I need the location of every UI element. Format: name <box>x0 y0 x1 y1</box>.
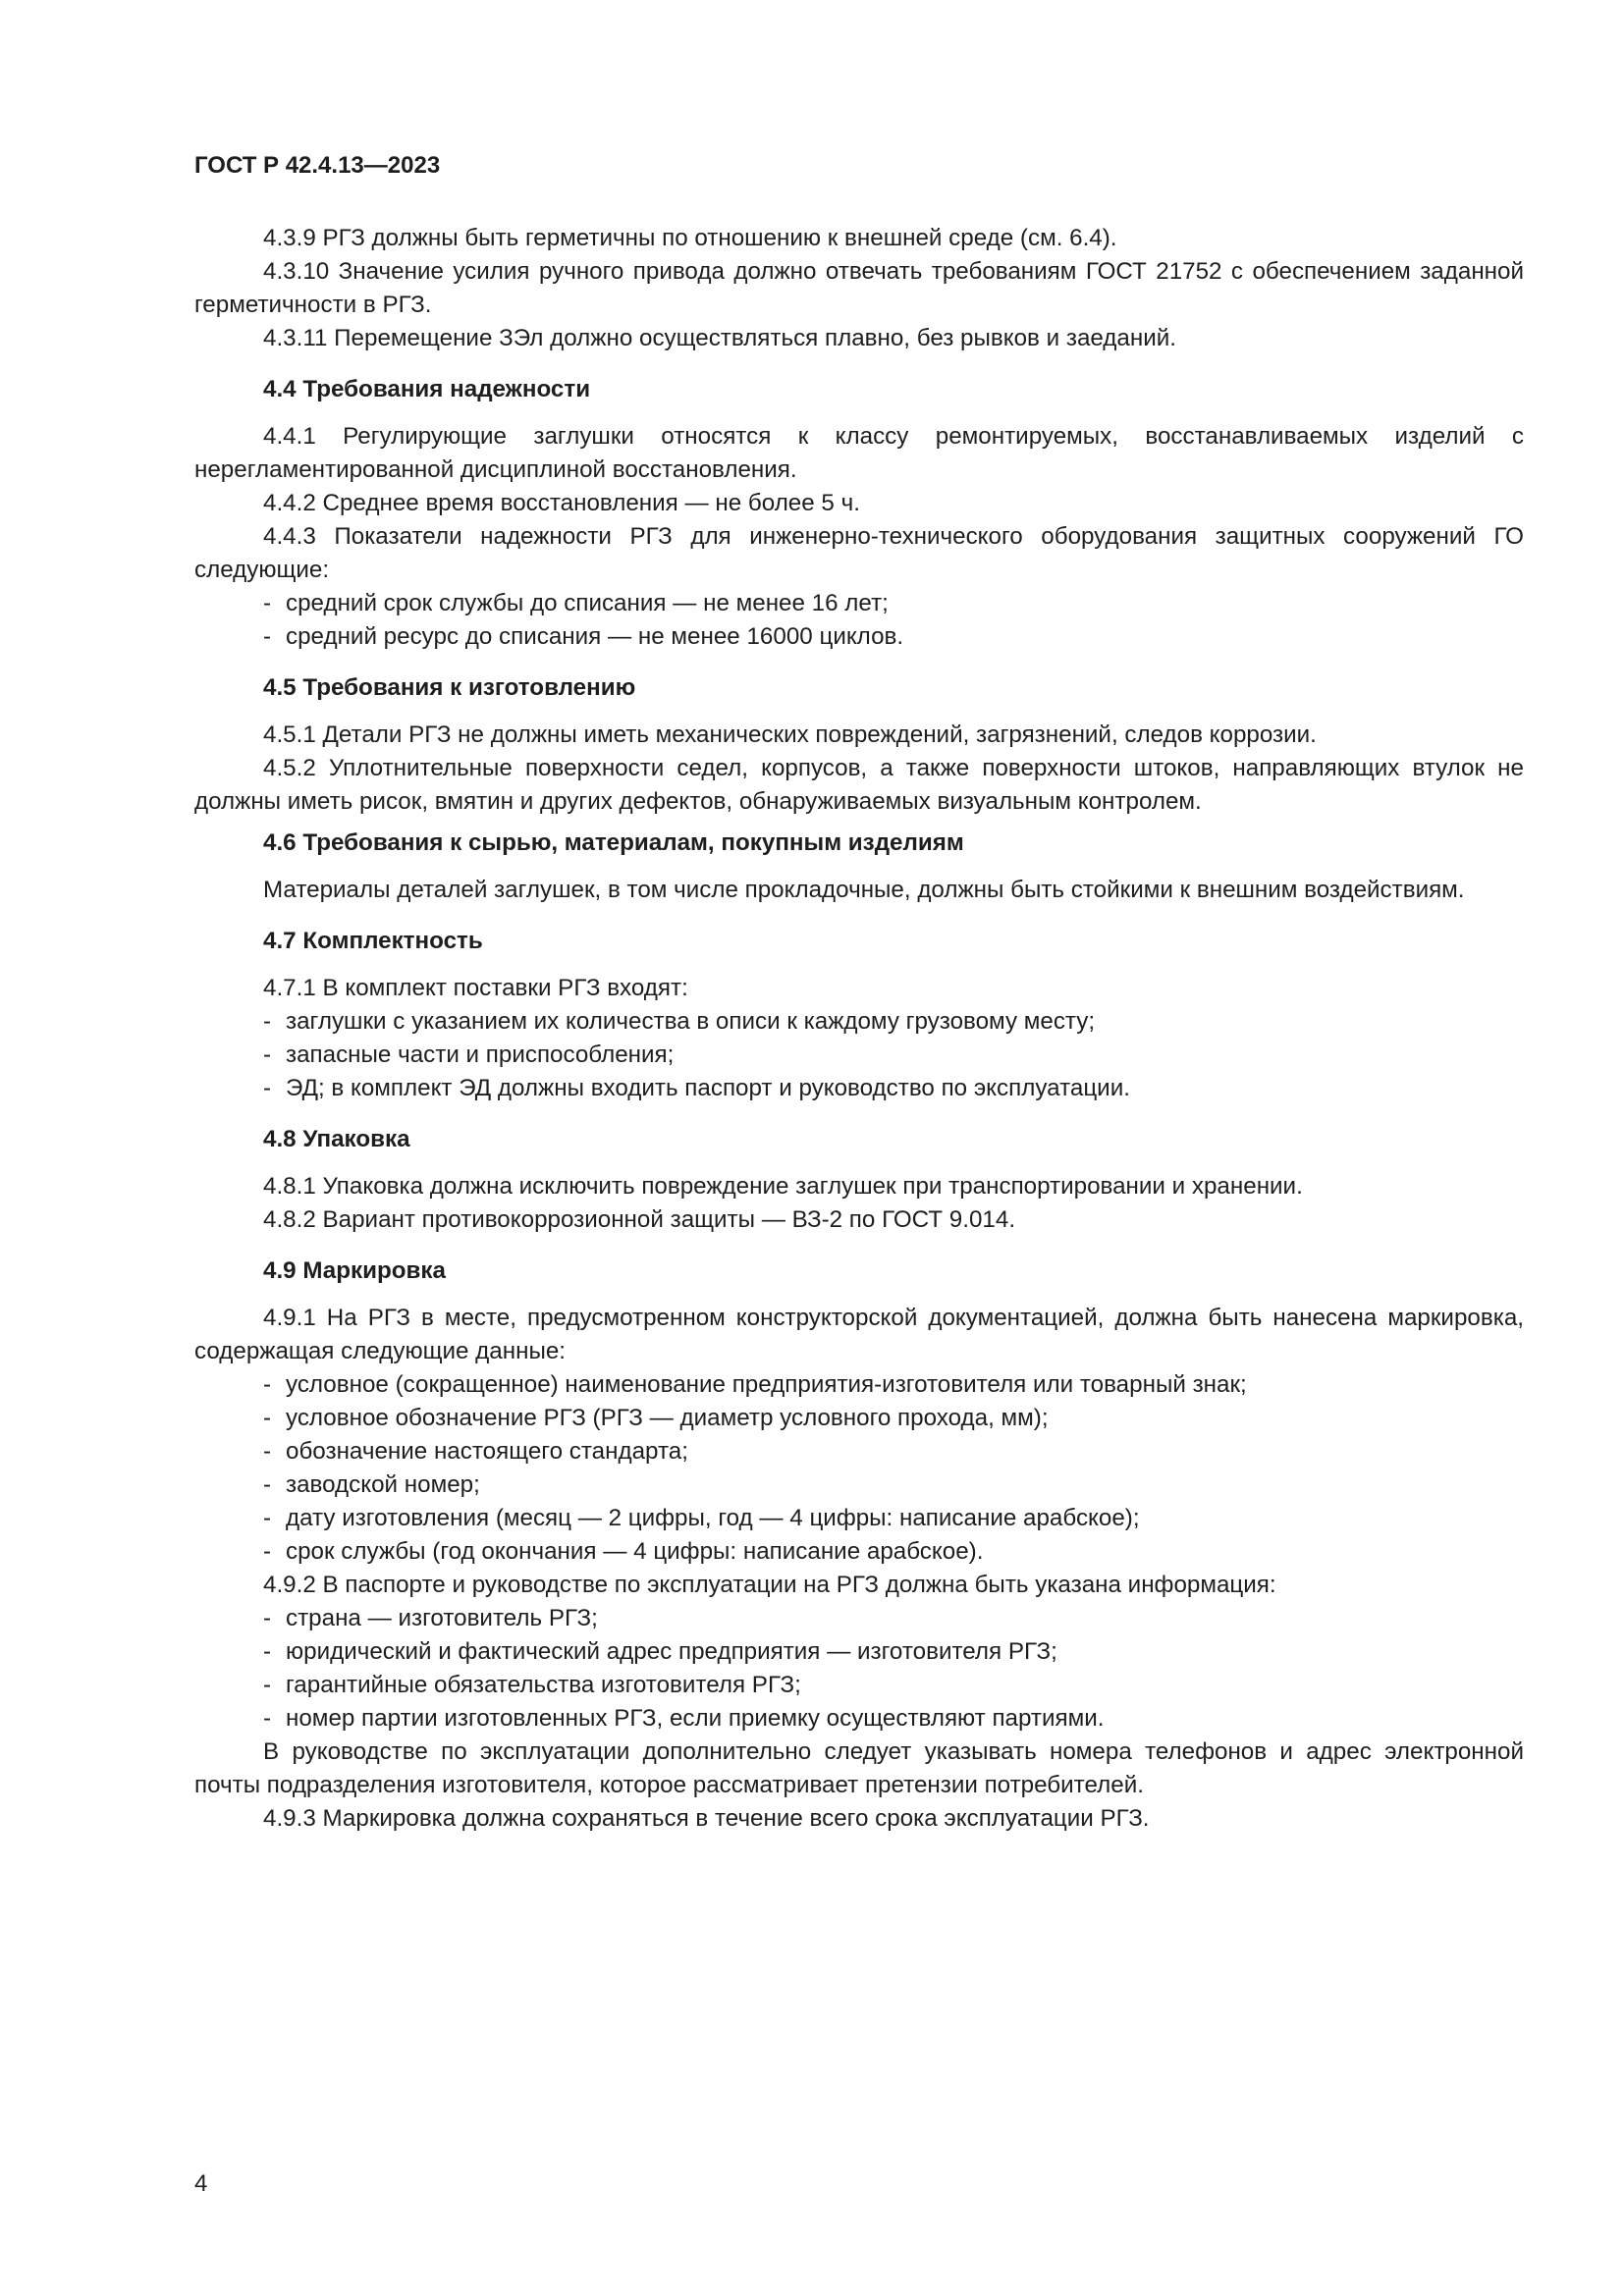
paragraph: 4.9.3 Маркировка должна сохраняться в течение всего срока эксплуатации РГЗ. <box>263 1805 1150 1832</box>
list-item <box>194 1535 1524 1569</box>
list-dash: - <box>263 1438 272 1465</box>
list-dash: - <box>263 1405 272 1431</box>
list-item-text: условное (сокращенное) наименование предприятия-изготовителя или товарный знак; <box>286 1371 1247 1398</box>
list-dash: - <box>263 590 272 616</box>
list-dash: - <box>263 1471 272 1498</box>
list-item-text: страна — изготовитель РГЗ; <box>286 1605 598 1631</box>
list-item <box>194 1635 1524 1669</box>
list-dash: - <box>263 1075 272 1101</box>
paragraph: 4.3.11 Перемещение ЗЭл должно осуществляться плавно, без рывков и заеданий. <box>263 325 1176 351</box>
list-item <box>194 1468 1524 1502</box>
section-heading: 4.8 Упаковка <box>263 1126 410 1152</box>
list-item-text: юридический и фактический адрес предприятия — изготовителя РГЗ; <box>286 1638 1057 1665</box>
list-dash: - <box>263 1538 272 1565</box>
paragraph: Материалы деталей заглушек, в том числе прокладочные, должны быть стойкими к внешним воздействиям. <box>263 877 1465 903</box>
list-item-text: средний ресурс до списания — не менее 16000 циклов. <box>286 623 904 650</box>
list-item-text: гарантийные обязательства изготовителя РГЗ; <box>286 1672 801 1698</box>
paragraph: 4.9.2 В паспорте и руководстве по эксплуатации на РГЗ должна быть указана информация: <box>263 1572 1276 1598</box>
list-dash: - <box>263 1672 272 1698</box>
list-item <box>194 1602 1524 1635</box>
list-item-text: дату изготовления (месяц — 2 цифры, год — 4 цифры: написание арабское); <box>286 1505 1140 1531</box>
list-item-text: обозначение настоящего стандарта; <box>286 1438 688 1465</box>
list-dash: - <box>263 1371 272 1398</box>
list-item <box>194 1039 1524 1072</box>
list-dash: - <box>263 1705 272 1732</box>
section-heading: 4.6 Требования к сырью, материалам, покупным изделиям <box>263 829 964 856</box>
list-item <box>194 1005 1524 1039</box>
list-item-text: средний срок службы до списания — не менее 16 лет; <box>286 590 889 616</box>
list-dash: - <box>263 1008 272 1035</box>
list-item-text: условное обозначение РГЗ (РГЗ — диаметр условного прохода, мм); <box>286 1405 1049 1431</box>
paragraph: 4.4.3 Показатели надежности РГЗ для инженерно-технического оборудования защитных сооружений ГО следующие: <box>194 523 1524 583</box>
list-item-text: срок службы (год окончания — 4 цифры: написание арабское). <box>286 1538 984 1565</box>
paragraph: 4.4.1 Регулирующие заглушки относятся к классу ремонтируемых, восстанавливаемых изделий с нерегламентированной дисциплиной восстановления. <box>194 423 1524 483</box>
list-item <box>194 1072 1524 1105</box>
list-dash: - <box>263 623 272 650</box>
section-heading: 4.7 Комплектность <box>263 928 483 954</box>
page-number: 4 <box>194 2170 208 2197</box>
section-heading: 4.9 Маркировка <box>263 1257 446 1284</box>
list-dash: - <box>263 1041 272 1068</box>
list-item <box>194 1502 1524 1535</box>
list-item-text: запасные части и приспособления; <box>286 1041 675 1068</box>
list-item-text: заглушки с указанием их количества в описи к каждому грузовому месту; <box>286 1008 1096 1035</box>
paragraph: 4.5.1 Детали РГЗ не должны иметь механических повреждений, загрязнений, следов коррозии. <box>263 721 1317 748</box>
paragraph: 4.3.10 Значение усилия ручного привода должно отвечать требованиям ГОСТ 21752 с обеспечением заданной герметичности в РГЗ. <box>194 258 1524 318</box>
paragraph: 4.9.1 На РГЗ в месте, предусмотренном конструкторской документацией, должна быть нанесена маркировка, содержащая следующие данные: <box>194 1305 1524 1364</box>
list-item-text: заводской номер; <box>286 1471 480 1498</box>
list-dash: - <box>263 1605 272 1631</box>
document-body <box>194 222 1524 1836</box>
list-item <box>194 1435 1524 1468</box>
list-dash: - <box>263 1638 272 1665</box>
section-heading: 4.5 Требования к изготовлению <box>263 674 636 701</box>
list-item-text: номер партии изготовленных РГЗ, если приемку осуществляют партиями. <box>286 1705 1105 1732</box>
list-item <box>194 1402 1524 1435</box>
page-header: ГОСТ Р 42.4.13—2023 <box>194 152 441 179</box>
paragraph: 4.8.2 Вариант противокоррозионной защиты — ВЗ-2 по ГОСТ 9.014. <box>263 1206 1016 1233</box>
list-item <box>194 587 1524 620</box>
paragraph: 4.7.1 В комплект поставки РГЗ входят: <box>263 975 688 1001</box>
list-item <box>194 1368 1524 1402</box>
paragraph: 4.3.9 РГЗ должны быть герметичны по отношению к внешней среде (см. 6.4). <box>263 225 1117 251</box>
list-dash: - <box>263 1505 272 1531</box>
paragraph: 4.4.2 Среднее время восстановления — не более 5 ч. <box>263 490 860 516</box>
paragraph: В руководстве по эксплуатации дополнительно следует указывать номера телефонов и адрес электронной почты подразделения изготовителя, которое рассматривает претензии потребителей. <box>194 1738 1524 1798</box>
list-item <box>194 1702 1524 1735</box>
list-item-text: ЭД; в комплект ЭД должны входить паспорт и руководство по эксплуатации. <box>286 1075 1130 1101</box>
paragraph: 4.8.1 Упаковка должна исключить повреждение заглушек при транспортировании и хранении. <box>263 1173 1303 1200</box>
list-item <box>194 1669 1524 1702</box>
paragraph: 4.5.2 Уплотнительные поверхности седел, корпусов, а также поверхности штоков, направляющих втулок не должны иметь рисок, вмятин и других дефектов, обнаруживаемых визуальным контролем. <box>194 755 1524 815</box>
list-item <box>194 620 1524 654</box>
section-heading: 4.4 Требования надежности <box>263 376 591 402</box>
